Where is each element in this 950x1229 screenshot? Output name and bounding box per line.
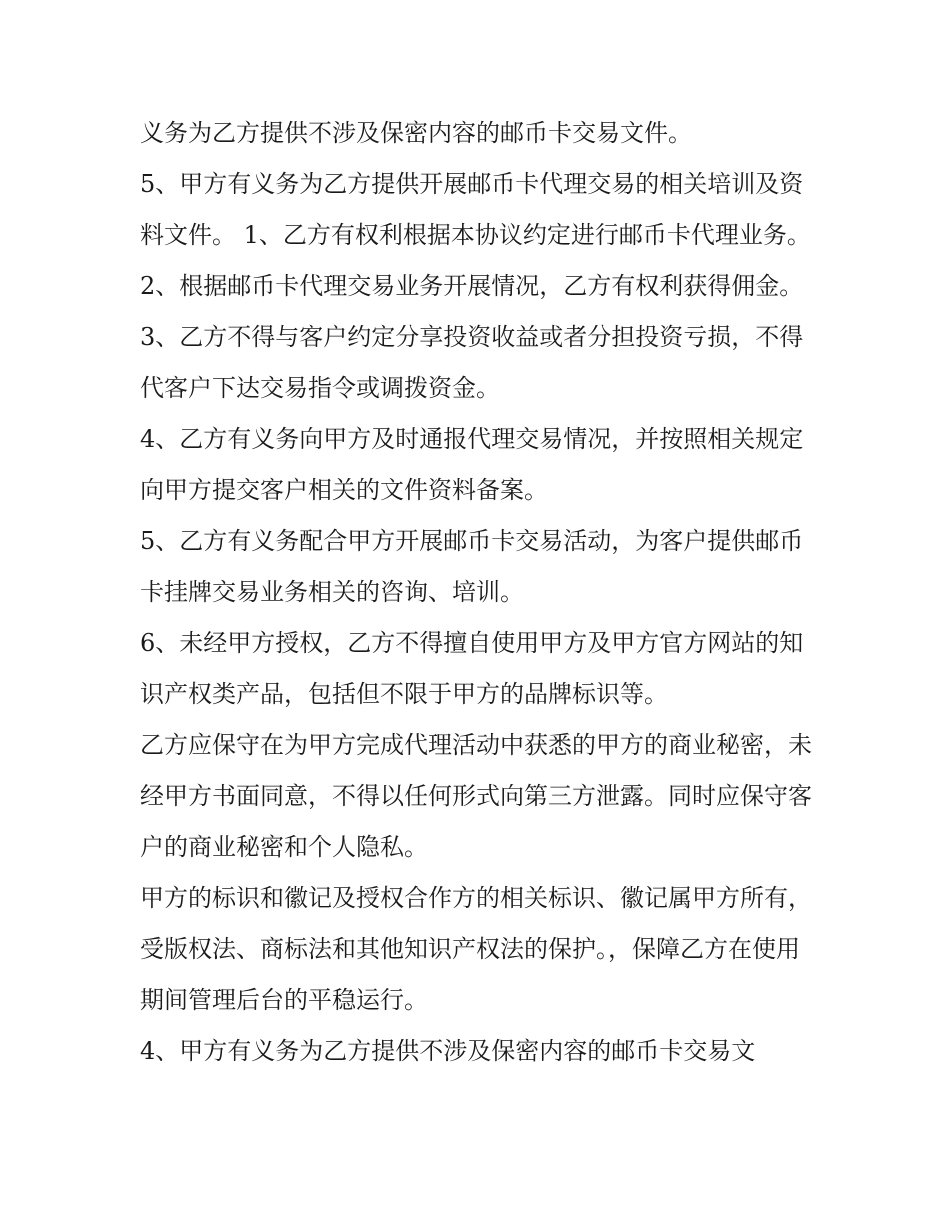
paragraph-5: 5、乙方有义务配合甲方开展邮币卡交易活动，为客户提供邮币卡挂牌交易业务相关的咨询、培训。	[140, 527, 804, 606]
paragraph-9: 4、甲方有义务为乙方提供不涉及保密内容的邮币卡交易文	[140, 1037, 756, 1065]
paragraph-3: 2、根据邮币卡代理交易业务开展情况，乙方有权利获得佣金。 3、乙方不得与客户约定分享投资收益或者分担投资亏损，不得代客户下达交易指令或调拨资金。	[140, 272, 804, 402]
document-body	[140, 108, 820, 1077]
paragraph-1: 义务为乙方提供不涉及保密内容的邮币卡交易文件。	[140, 119, 692, 147]
paragraph-2: 5、甲方有义务为乙方提供开展邮币卡代理交易的相关培训及资料文件。 1、乙方有权利根据本协议约定进行邮币卡代理业务。	[140, 170, 811, 249]
paragraph-6: 6、未经甲方授权，乙方不得擅自使用甲方及甲方官方网站的知识产权类产品，包括但不限于甲方的品牌标识等。	[140, 629, 804, 708]
paragraph-7: 乙方应保守在为甲方完成代理活动中获悉的甲方的商业秘密，未经甲方书面同意，不得以任何形式向第三方泄露。同时应保守客户的商业秘密和个人隐私。	[140, 731, 812, 861]
paragraph-4: 4、乙方有义务向甲方及时通报代理交易情况，并按照相关规定向甲方提交客户相关的文件资料备案。	[140, 425, 804, 504]
paragraph-8: 甲方的标识和徽记及授权合作方的相关标识、徽记属甲方所有，受版权法、商标法和其他知识产权法的保护。，保障乙方在使用期间管理后台的平稳运行。	[140, 884, 812, 1014]
